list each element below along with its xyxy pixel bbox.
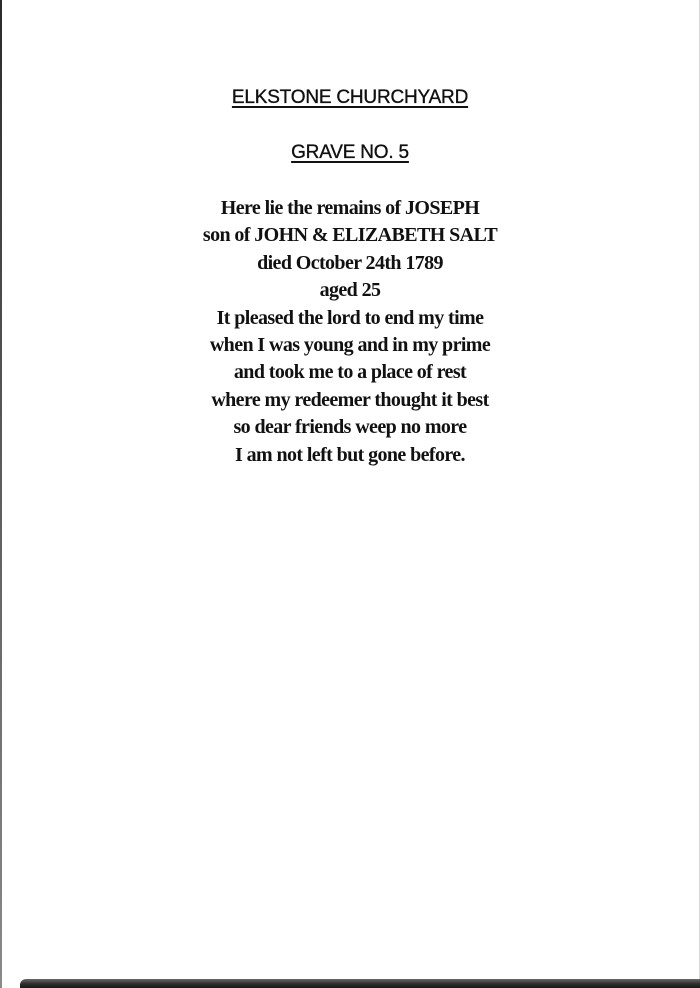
document-title-text: ELKSTONE CHURCHYARD bbox=[231, 87, 469, 108]
grave-number-heading bbox=[0, 142, 700, 164]
inscription-line: when I was young and in my prime bbox=[209, 334, 491, 357]
inscription-line: son of JOHN & ELIZABETH SALT bbox=[202, 224, 498, 247]
inscription-line: so dear friends weep no more bbox=[233, 416, 467, 439]
inscription-line: Here lie the remains of JOSEPH bbox=[220, 197, 480, 219]
epitaph-inscription bbox=[0, 195, 700, 469]
inscription-line: I am not left but gone before. bbox=[235, 443, 465, 466]
inscription-line: aged 25 bbox=[319, 279, 381, 302]
inscription-line: and took me to a place of rest bbox=[233, 361, 467, 384]
grave-number-text: GRAVE NO. 5 bbox=[291, 142, 409, 163]
document-title bbox=[0, 87, 700, 109]
inscription-line: It pleased the lord to end my time bbox=[216, 306, 484, 329]
inscription-line: died October 24th 1789 bbox=[257, 251, 443, 274]
inscription-line: where my redeemer thought it best bbox=[211, 388, 489, 411]
scan-bottom-edge bbox=[20, 979, 700, 988]
